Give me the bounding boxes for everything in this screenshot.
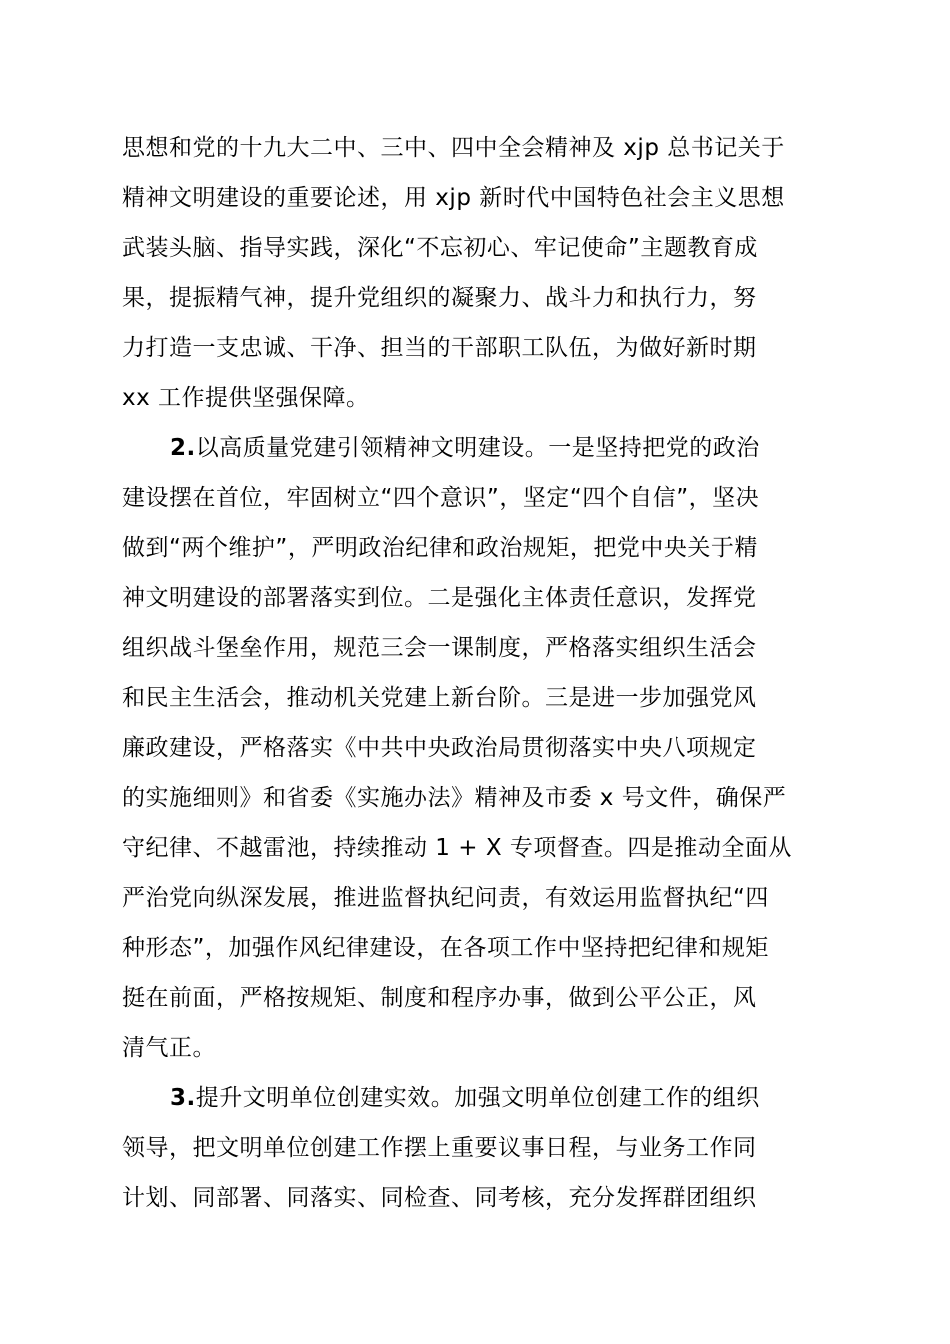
text-line: 建设摆在首位，牢固树立“四个意识”，坚定“四个自信”，坚决	[122, 485, 760, 511]
text-line: 清气正。	[122, 1035, 216, 1061]
text-line: 计划、同部署、同落实、同检查、同考核，充分发挥群团组织	[122, 1185, 757, 1211]
paragraph-number: 3.	[170, 1085, 196, 1111]
paragraph-number: 2.	[170, 435, 196, 461]
text-line: 种形态”，加强作风纪律建设，在各项工作中坚持把纪律和规矩	[122, 935, 769, 961]
paragraph-1	[122, 123, 840, 423]
text-line: 守纪律、不越雷池，持续推动 1 + X 专项督查。四是推动全面从	[122, 835, 792, 861]
text-line: 力打造一支忠诚、干净、担当的干部职工队伍，为做好新时期	[122, 335, 757, 361]
text-line: 的实施细则》和省委《实施办法》精神及市委 x 号文件，确保严	[122, 785, 787, 811]
document-body	[122, 123, 840, 1223]
paragraph-first-line	[122, 1073, 840, 1123]
text-line: 和民主生活会，推动机关党建上新台阶。三是进一步加强党风	[122, 685, 757, 711]
text-line: 神文明建设的部署落实到位。二是强化主体责任意识，发挥党	[122, 585, 757, 611]
paragraph-2	[122, 423, 840, 1073]
text-line: 精神文明建设的重要论述，用 xjp 新时代中国特色社会主义思想	[122, 185, 785, 211]
text-line: 廉政建设，严格落实《中共中央政治局贯彻落实中央八项规定	[122, 735, 757, 761]
paragraph-lead-text: 提升文明单位创建实效。加强文明单位创建工作的组织	[195, 1085, 760, 1111]
text-line: 果，提振精气神，提升党组织的凝聚力、战斗力和执行力，努	[122, 285, 757, 311]
text-line: 思想和党的十九大二中、三中、四中全会精神及 xjp 总书记关于	[122, 135, 785, 161]
paragraph-lead-text: 以高质量党建引领精神文明建设。一是坚持把党的政治	[195, 435, 760, 461]
text-line: 严治党向纵深发展，推进监督执纪问责，有效运用监督执纪“四	[122, 885, 769, 911]
text-line: 领导，把文明单位创建工作摆上重要议事日程，与业务工作同	[122, 1135, 757, 1161]
paragraph-first-line	[122, 423, 840, 473]
text-line: xx 工作提供坚强保障。	[122, 385, 370, 411]
text-line: 组织战斗堡垒作用，规范三会一课制度，严格落实组织生活会	[122, 635, 757, 661]
paragraph-3	[122, 1073, 840, 1223]
text-line: 做到“两个维护”，严明政治纪律和政治规矩，把党中央关于精	[122, 535, 758, 561]
text-line: 挺在前面，严格按规矩、制度和程序办事，做到公平公正，风	[122, 985, 757, 1011]
text-line: 武装头脑、指导实践，深化“不忘初心、牢记使命”主题教育成	[122, 235, 758, 261]
